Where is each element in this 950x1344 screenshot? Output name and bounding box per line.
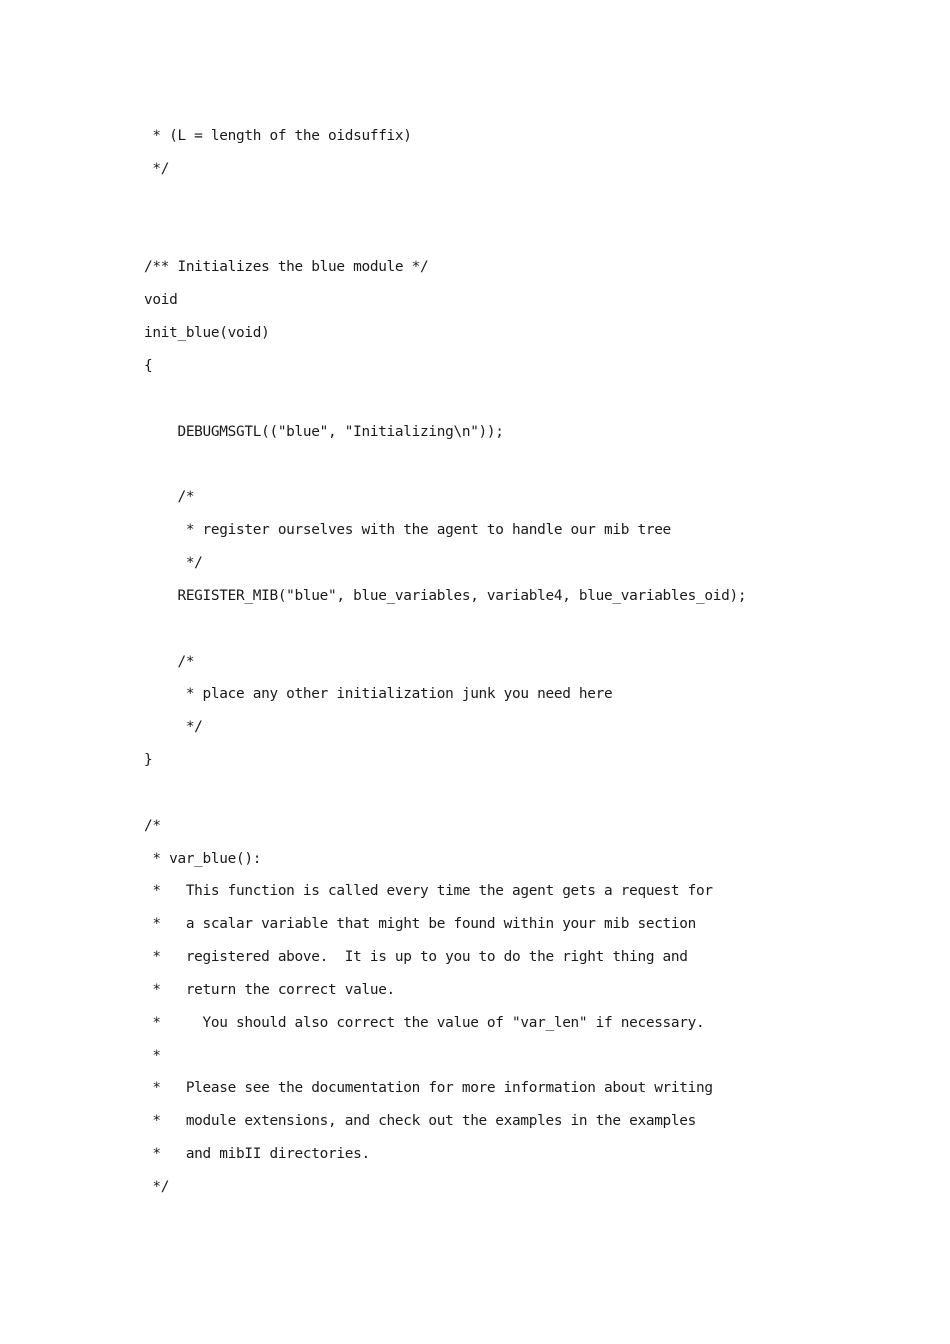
code-line: * This function is called every time the agent gets a request for <box>144 883 713 900</box>
code-line: */ <box>144 1179 170 1195</box>
code-listing <box>144 120 746 1204</box>
code-line: /* <box>144 489 195 506</box>
code-line: * and mibII directories. <box>144 1146 370 1163</box>
code-line: * registered above. It is up to you to do the right thing and <box>144 949 688 966</box>
code-line: * module extensions, and check out the examples in the examples <box>144 1113 697 1130</box>
code-line: /** Initializes the blue module */ <box>144 259 429 276</box>
code-line: REGISTER_MIB("blue", blue_variables, variable4, blue_variables_oid); <box>144 587 747 604</box>
code-line <box>144 448 746 481</box>
code-line: void <box>144 292 178 309</box>
code-line <box>144 777 746 810</box>
code-line <box>144 383 746 416</box>
code-line: /* <box>144 653 195 670</box>
code-line <box>144 613 746 646</box>
code-line: init_blue(void) <box>144 325 270 342</box>
code-line <box>144 219 746 252</box>
code-line <box>144 186 746 219</box>
code-line: * place any other initialization junk you need here <box>144 686 613 703</box>
code-line: * return the correct value. <box>144 981 395 998</box>
code-line: * a scalar variable that might be found within your mib section <box>144 916 697 933</box>
code-line: * var_blue(): <box>144 850 262 867</box>
code-line: /* <box>144 817 161 834</box>
code-line: */ <box>144 554 203 571</box>
code-line: { <box>144 357 153 374</box>
code-line: * You should also correct the value of "var_len" if necessary. <box>144 1014 705 1031</box>
code-line: * <box>144 1047 161 1064</box>
code-line: * register ourselves with the agent to handle our mib tree <box>144 522 671 539</box>
code-line: * (L = length of the oidsuffix) <box>144 128 412 144</box>
code-line: * Please see the documentation for more information about writing <box>144 1080 713 1097</box>
code-line: } <box>144 752 153 769</box>
code-line: */ <box>144 719 203 736</box>
code-line: DEBUGMSGTL(("blue", "Initializing\n")); <box>144 423 504 440</box>
code-line: */ <box>144 160 170 177</box>
